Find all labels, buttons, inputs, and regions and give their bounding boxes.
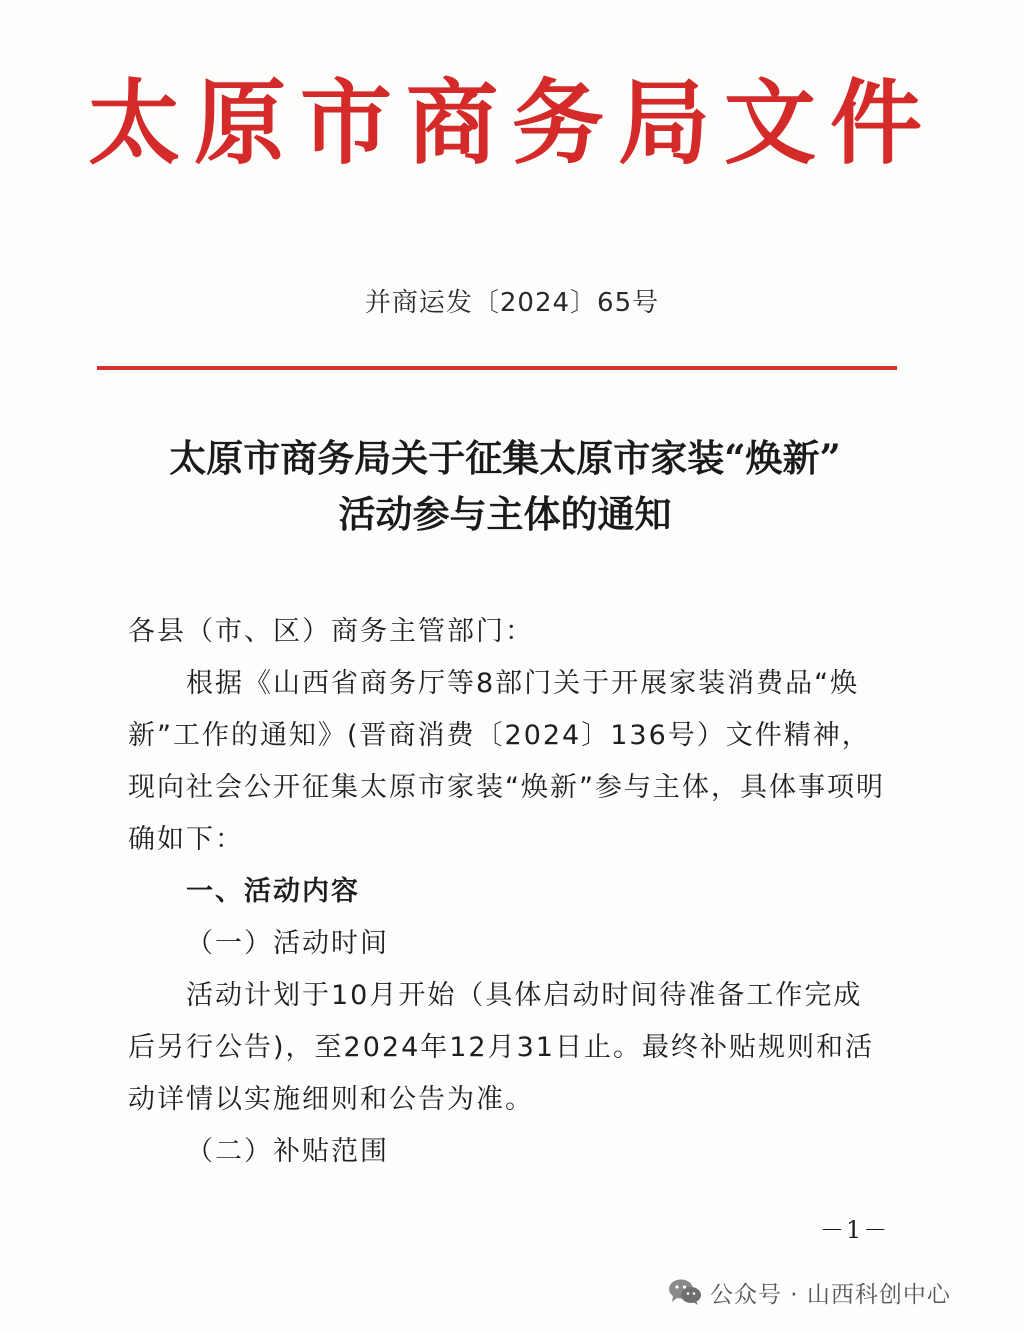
watermark-text: 公众号 · 山西科创中心: [710, 1281, 951, 1308]
title-line-1: 太原市商务局关于征集太原市家装“焕新”: [169, 436, 841, 480]
wechat-icon: [668, 1278, 702, 1306]
intro-paragraph: 根据《山西省商务厅等8部门关于开展家装消费品“焕新”工作的通知》(晋商消费〔2024〕136号）文件精神，现向社会公开征集太原市家装“焕新”参与主体，具体事项明确如下：: [128, 668, 885, 855]
section-1-heading: 一、活动内容: [186, 876, 360, 907]
document-body: [128, 606, 888, 1178]
section-1-sub-1-heading: （一）活动时间: [186, 928, 389, 959]
watermark: [668, 1272, 951, 1312]
section-1-sub-1-text: 活动计划于10月开始（具体启动时间待准备工作完成后另行公告)，至2024年12月31日止。最终补贴规则和活动详情以实施细则和公告为准。: [128, 980, 874, 1115]
document-number: 并商运发〔2024〕65号: [364, 288, 660, 318]
section-1-sub-2-heading: （二）补贴范围: [186, 1136, 389, 1167]
issuer-header: 太原市商务局文件: [87, 69, 936, 177]
title-line-2: 活动参与主体的通知: [338, 492, 672, 536]
page-number: －1－: [820, 1216, 890, 1244]
document-title: [110, 430, 900, 542]
salutation: 各县（市、区）商务主管部门：: [128, 616, 534, 647]
red-divider: [97, 366, 897, 370]
